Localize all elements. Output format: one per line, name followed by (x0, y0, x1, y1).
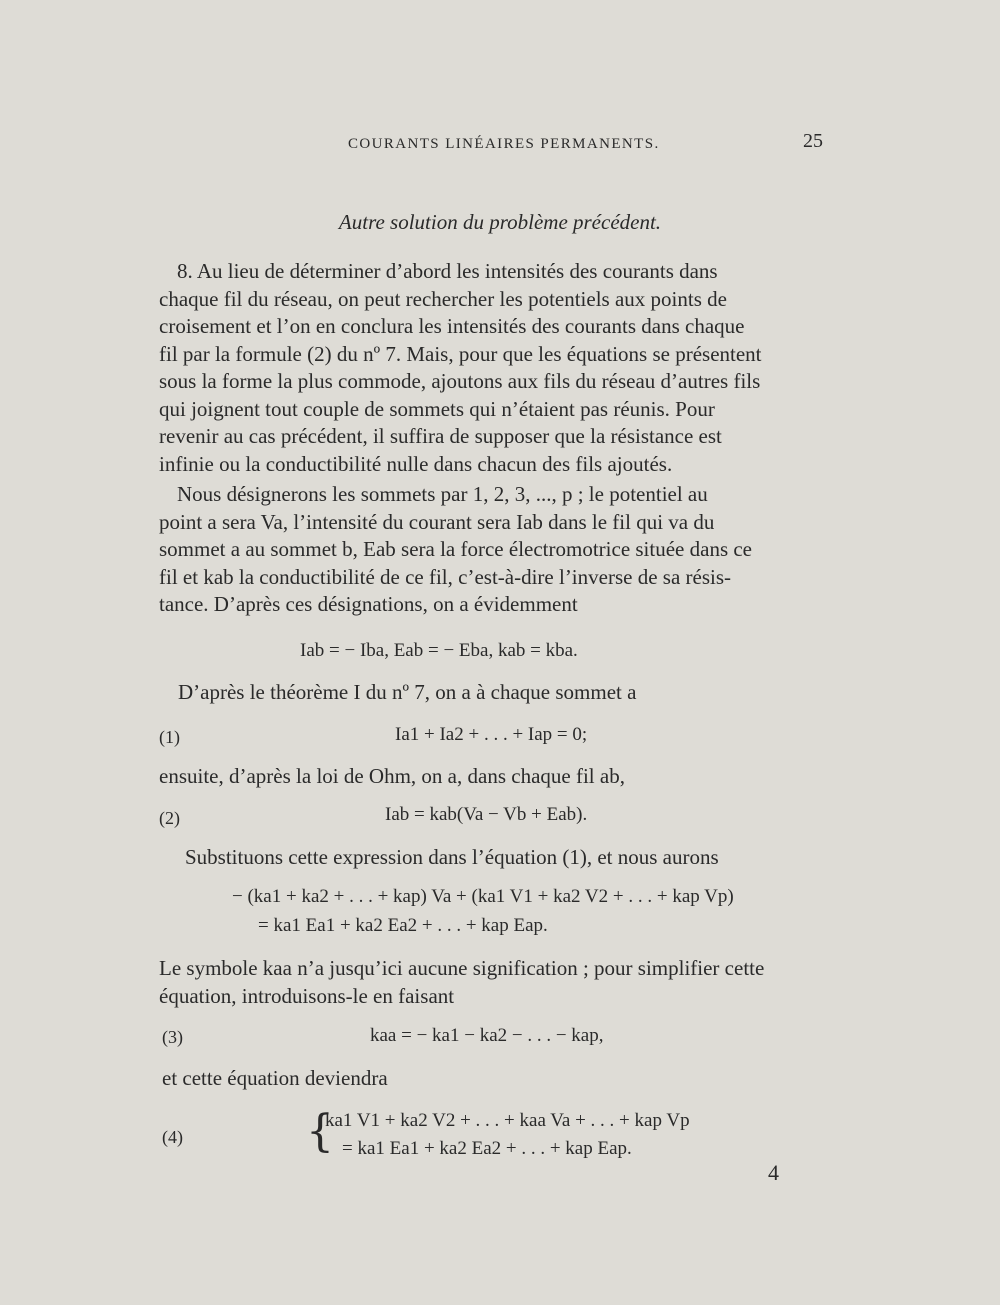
paragraph-1 (159, 258, 839, 478)
equation-3-number: (3) (162, 1027, 183, 1047)
deviendra-line: et cette équation deviendra (162, 1066, 388, 1090)
equation-4-line-1: ka1 V1 + ka2 V2 + . . . + kaa Va + . . . + kap Vp (325, 1110, 690, 1131)
text-line: point a sera Va, l’intensité du courant sera Iab dans le fil qui va du (159, 509, 715, 534)
page-number: 25 (803, 130, 823, 152)
text-line: fil par la formule (2) du nº 7. Mais, pour que les équations se présentent (159, 341, 762, 366)
equation-2-number: (2) (159, 808, 180, 828)
text-line: sommet a au sommet b, Eab sera la force électromotrice située dans ce (159, 537, 753, 561)
section-subtitle: Autre solution du problème précédent. (338, 210, 662, 234)
text-line: qui joignent tout couple de sommets qui n’étaient pas réunis. Pour (159, 396, 715, 421)
equation-4-line-2: = ka1 Ea1 + ka2 Ea2 + . . . + kap Eap. (342, 1138, 632, 1159)
substitute-line: Substituons cette expression dans l’équation (1), et nous aurons (185, 845, 719, 869)
text-line: Le symbole kaa n’a jusqu’ici aucune signification ; pour simplifier cette (159, 956, 765, 980)
text-line: fil et kab la conductibilité de ce fil, c’est-à-dire l’inverse de sa résis- (159, 564, 732, 589)
equation-2: Iab = kab(Va − Vb + Eab). (385, 804, 588, 825)
paragraph-3 (159, 955, 839, 1010)
text-line: revenir au cas précédent, il suffira de supposer que la résistance est (159, 424, 722, 448)
substitution-equation-line-2: = ka1 Ea1 + ka2 Ea2 + . . . + kap Eap. (258, 915, 548, 936)
text-line: sous la forme la plus commode, ajoutons aux fils du réseau d’autres fils (159, 369, 761, 393)
text-line: tance. D’après ces désignations, on a évidemment (159, 592, 578, 616)
ohm-line: ensuite, d’après la loi de Ohm, on a, dans chaque fil ab, (159, 764, 625, 788)
equation-identities: Iab = − Iba, Eab = − Eba, kab = kba. (300, 640, 578, 661)
theorem-line: D’après le théorème I du nº 7, on a à chaque sommet a (178, 680, 637, 704)
paragraph-2 (159, 481, 839, 619)
text-line: équation, introduisons-le en faisant (159, 983, 455, 1008)
text-line: chaque fil du réseau, on peut rechercher les potentiels aux points de (159, 286, 727, 311)
equation-3: kaa = − ka1 − ka2 − . . . − kap, (370, 1025, 604, 1046)
text-line: croisement et l’on en conclura les intensités des courants dans chaque (159, 314, 745, 338)
substitution-equation-line-1: − (ka1 + ka2 + . . . + kap) Va + (ka1 V1 + ka2 V2 + . . . + kap Vp) (232, 886, 734, 907)
equation-1-number: (1) (159, 727, 180, 747)
text-line: 8. Au lieu de déterminer d’abord les intensités des courants dans (177, 259, 718, 283)
text-line: Nous désignerons les sommets par 1, 2, 3, ..., p ; le potentiel au (177, 482, 708, 506)
signature-mark: 4 (768, 1160, 779, 1185)
left-brace: { (306, 1106, 334, 1157)
running-title: COURANTS LINÉAIRES PERMANENTS. (348, 136, 660, 152)
equation-1: Ia1 + Ia2 + . . . + Iap = 0; (395, 724, 588, 745)
equation-4-number: (4) (162, 1127, 183, 1147)
text-line: infinie ou la conductibilité nulle dans chacun des fils ajoutés. (159, 451, 673, 476)
